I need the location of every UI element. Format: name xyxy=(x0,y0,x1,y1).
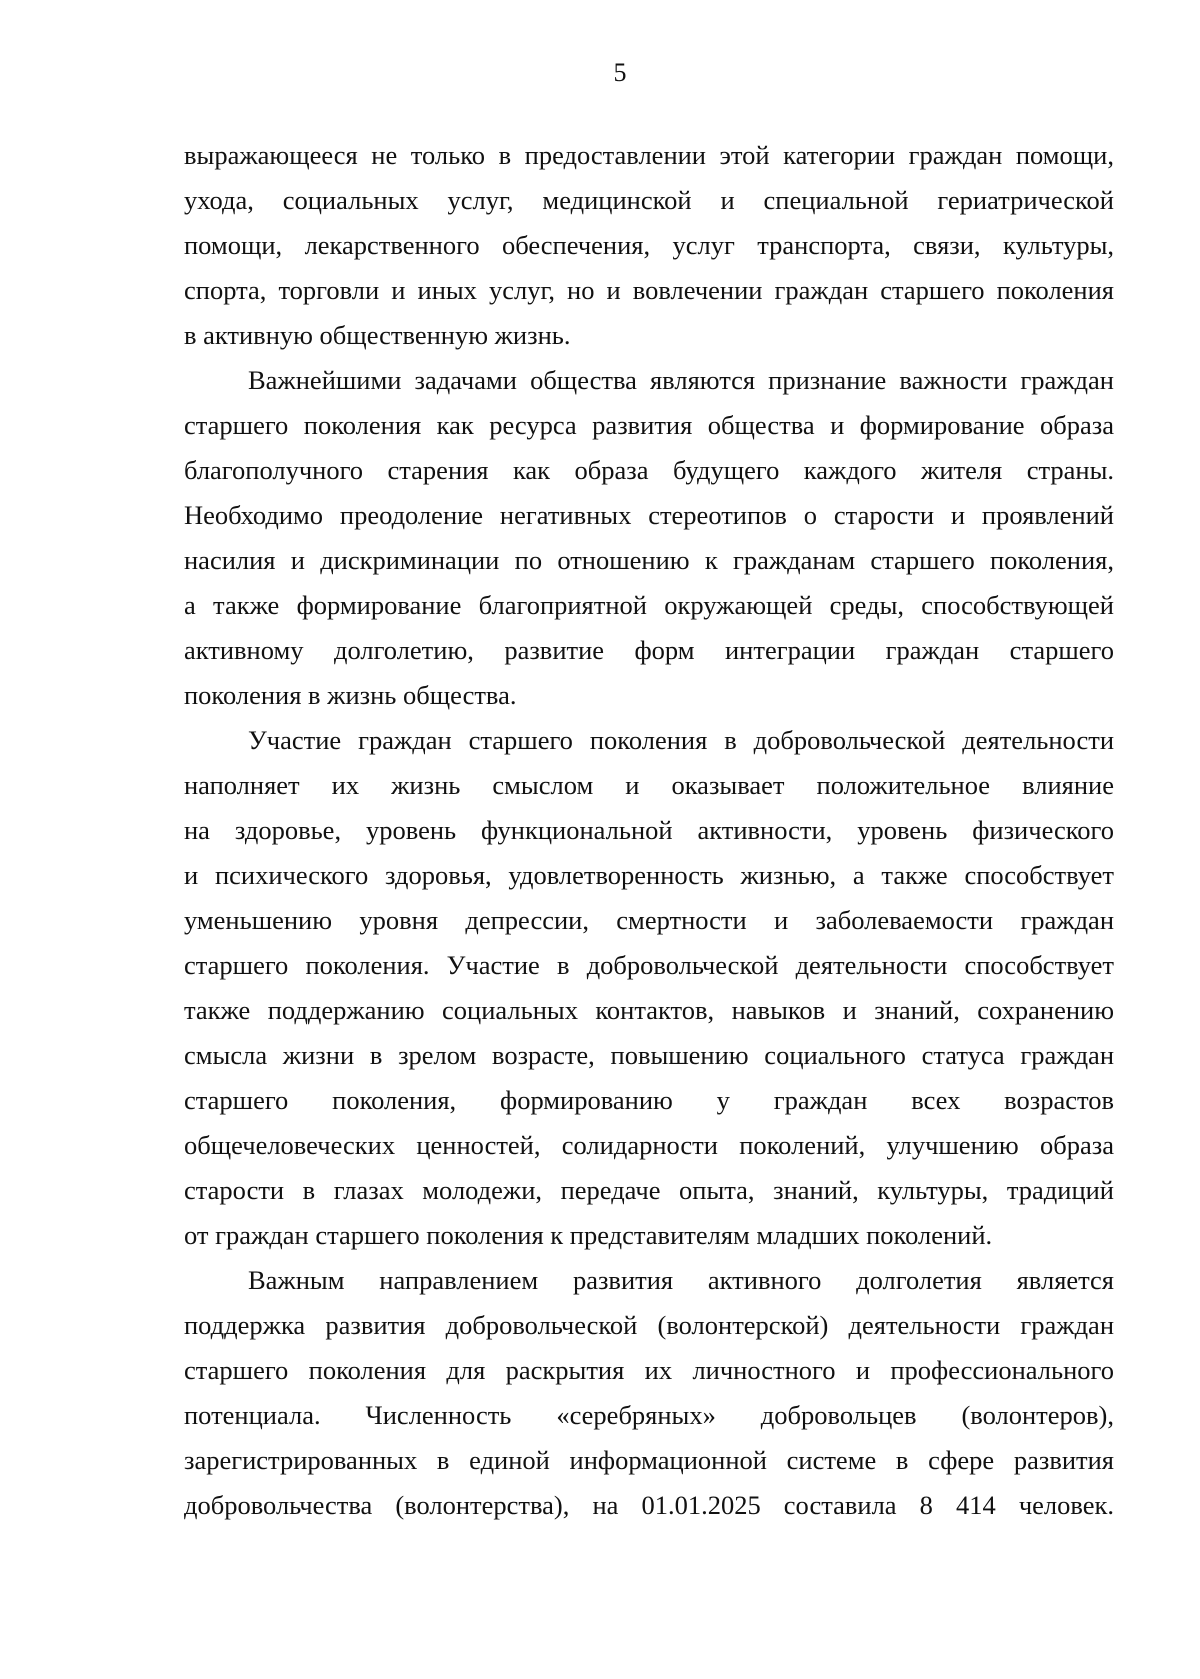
text-line: на здоровье, уровень функциональной активности, уровень физического xyxy=(184,815,1114,845)
text-line: наполняет их жизнь смыслом и оказывает положительное влияние xyxy=(184,770,1114,800)
text-line: старшего поколения, формированию у граждан всех возрастов xyxy=(184,1085,1114,1115)
paragraph xyxy=(184,1258,1114,1528)
text-line: от граждан старшего поколения к представителям младших поколений. xyxy=(184,1220,993,1250)
text-line: старшего поколения как ресурса развития общества и формирование образа xyxy=(184,410,1114,440)
text-line: потенциала. Численность «серебряных» добровольцев (волонтеров), xyxy=(184,1400,1114,1430)
text-line: насилия и дискриминации по отношению к гражданам старшего поколения, xyxy=(184,545,1114,575)
text-line: смысла жизни в зрелом возрасте, повышению социального статуса граждан xyxy=(184,1040,1114,1070)
text-line: ухода, социальных услуг, медицинской и специальной гериатрической xyxy=(184,185,1114,215)
text-line: Участие граждан старшего поколения в добровольческой деятельности xyxy=(248,725,1114,755)
text-line: а также формирование благоприятной окружающей среды, способствующей xyxy=(184,590,1114,620)
text-line: и психического здоровья, удовлетворенность жизнью, а также способствует xyxy=(184,860,1114,890)
text-line: Важнейшими задачами общества являются признание важности граждан xyxy=(248,365,1114,395)
paragraph xyxy=(184,133,1114,358)
text-line: выражающееся не только в предоставлении этой категории граждан помощи, xyxy=(184,140,1114,170)
text-line: благополучного старения как образа будущего каждого жителя страны. xyxy=(184,455,1114,485)
text-line: поддержка развития добровольческой (волонтерской) деятельности граждан xyxy=(184,1310,1114,1340)
text-line: помощи, лекарственного обеспечения, услуг транспорта, связи, культуры, xyxy=(184,230,1114,260)
text-line: добровольчества (волонтерства), на 01.01.2025 составила 8 414 человек. xyxy=(184,1490,1114,1520)
paragraph xyxy=(184,358,1114,718)
text-line: старости в глазах молодежи, передаче опыта, знаний, культуры, традиций xyxy=(184,1175,1114,1205)
text-line: Необходимо преодоление негативных стереотипов о старости и проявлений xyxy=(184,500,1114,530)
text-line: уменьшению уровня депрессии, смертности и заболеваемости граждан xyxy=(184,905,1114,935)
text-line: зарегистрированных в единой информационной системе в сфере развития xyxy=(184,1445,1114,1475)
text-line: в активную общественную жизнь. xyxy=(184,320,571,350)
text-line: активному долголетию, развитие форм интеграции граждан старшего xyxy=(184,635,1114,665)
text-line: старшего поколения для раскрытия их личностного и профессионального xyxy=(184,1355,1114,1385)
body-text xyxy=(184,133,1114,1528)
text-line: также поддержанию социальных контактов, навыков и знаний, сохранению xyxy=(184,995,1114,1025)
text-line: поколения в жизнь общества. xyxy=(184,680,517,710)
page-number: 5 xyxy=(613,58,627,87)
text-line: Важным направлением развития активного долголетия является xyxy=(248,1265,1114,1295)
text-line: спорта, торговли и иных услуг, но и вовлечении граждан старшего поколения xyxy=(184,275,1114,305)
paragraph xyxy=(184,718,1114,1258)
text-line: старшего поколения. Участие в добровольческой деятельности способствует xyxy=(184,950,1114,980)
text-line: общечеловеческих ценностей, солидарности поколений, улучшению образа xyxy=(184,1130,1114,1160)
